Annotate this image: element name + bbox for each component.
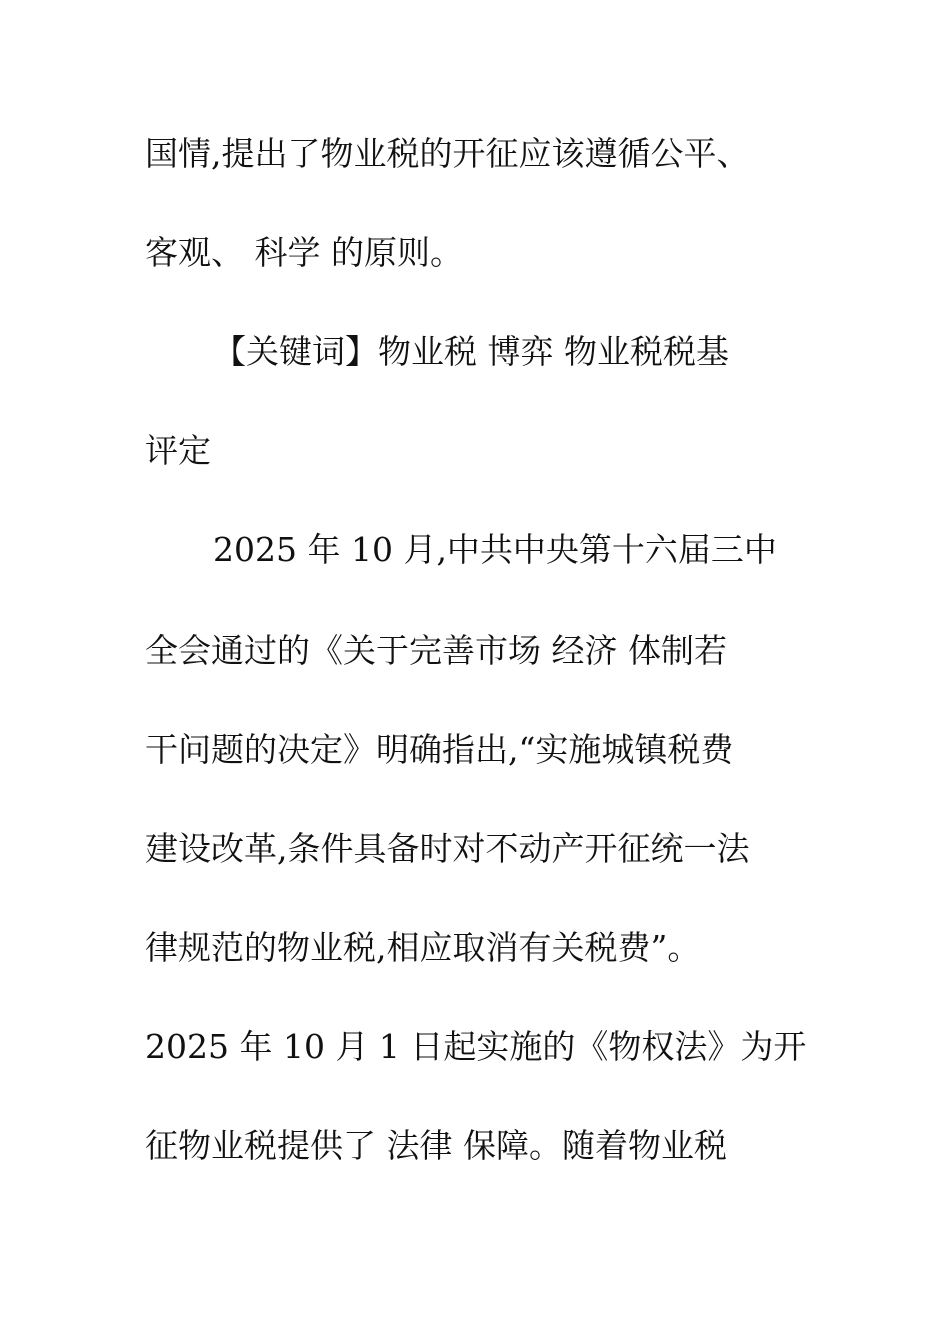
- text-line: 评定: [145, 431, 211, 470]
- text-line: 全会通过的《关于完善市场 经济 体制若: [145, 631, 727, 670]
- paragraph-start: 2025 年 10 月,中共中央第十六届三中: [213, 530, 777, 569]
- text-line: 2025 年 10 月 1 日起实施的《物权法》为开: [145, 1027, 807, 1066]
- text-line: 律规范的物业税,相应取消有关税费”。: [145, 928, 701, 967]
- text-line: 国情,提出了物业税的开征应该遵循公平、: [145, 134, 750, 173]
- text-line: 客观、 科学 的原则。: [145, 233, 463, 272]
- keywords-line: 【关键词】物业税 博弈 物业税税基: [213, 332, 729, 371]
- text-line: 干问题的决定》明确指出,“实施城镇税费: [145, 730, 734, 769]
- text-line: 征物业税提供了 法律 保障。随着物业税: [145, 1126, 727, 1165]
- text-line: 建设改革,条件具备时对不动产开征统一法: [145, 829, 750, 868]
